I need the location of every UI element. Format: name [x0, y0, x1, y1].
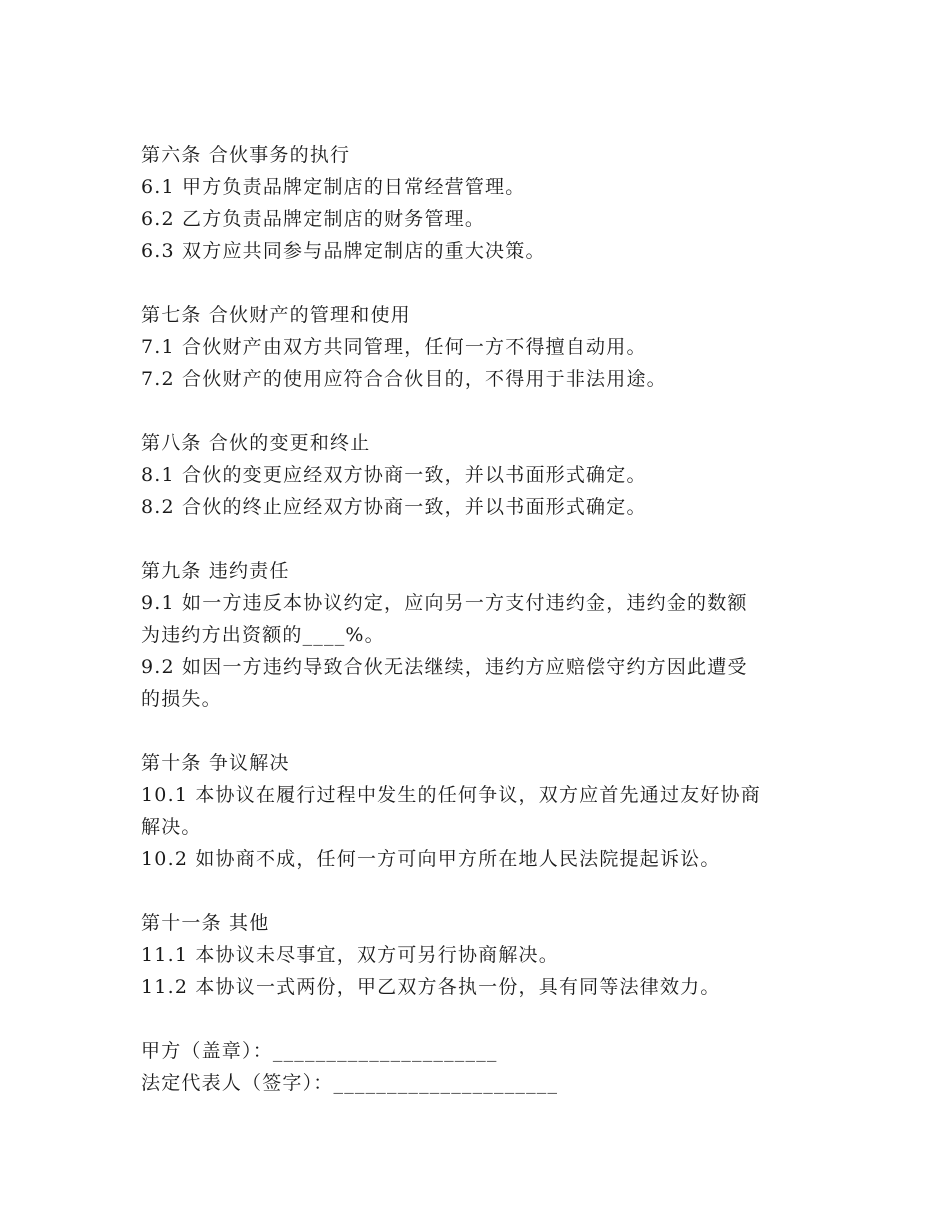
- clause-line: 解决。: [141, 816, 202, 838]
- clause-line: 7.1 合伙财产由双方共同管理，任何一方不得擅自动用。: [141, 336, 647, 358]
- clause-line: 6.1 甲方负责品牌定制店的日常经营管理。: [141, 176, 526, 198]
- legal-representative-signature-line: 法定代表人（签字）：_____________________: [141, 1072, 559, 1094]
- signature-block: [141, 1035, 821, 1099]
- clause-line: 8.1 合伙的变更应经双方协商一致，并以书面形式确定。: [141, 464, 647, 486]
- article-heading: 第九条 违约责任: [141, 560, 290, 582]
- clause-line: 6.2 乙方负责品牌定制店的财务管理。: [141, 208, 486, 230]
- clause-line: 11.1 本协议未尽事宜，双方可另行协商解决。: [141, 944, 559, 966]
- clause-line: 10.1 本协议在履行过程中发生的任何争议，双方应首先通过友好协商: [141, 784, 761, 806]
- article-8: [141, 427, 821, 523]
- clause-line: 6.3 双方应共同参与品牌定制店的重大决策。: [141, 240, 546, 262]
- clause-line: 8.2 合伙的终止应经双方协商一致，并以书面形式确定。: [141, 496, 647, 518]
- article-7: [141, 299, 821, 395]
- clause-line: 9.2 如因一方违约导致合伙无法继续，违约方应赔偿守约方因此遭受: [141, 656, 748, 678]
- article-10: [141, 747, 821, 875]
- clause-line: 11.2 本协议一式两份，甲乙双方各执一份，具有同等法律效力。: [141, 976, 721, 998]
- article-heading: 第八条 合伙的变更和终止: [141, 432, 371, 454]
- clause-line: 9.1 如一方违反本协议约定，应向另一方支付违约金，违约金的数额: [141, 592, 748, 614]
- clause-line: 7.2 合伙财产的使用应符合合伙目的，不得用于非法用途。: [141, 368, 667, 390]
- clause-line: 为违约方出资额的____%。: [141, 624, 385, 646]
- article-heading: 第七条 合伙财产的管理和使用: [141, 304, 411, 326]
- document-page: [141, 139, 821, 1099]
- article-heading: 第十条 争议解决: [141, 752, 290, 774]
- clause-line: 的损失。: [141, 688, 222, 710]
- article-6: [141, 139, 821, 267]
- party-a-seal-line: 甲方（盖章）：_____________________: [141, 1040, 498, 1062]
- article-heading: 第十一条 其他: [141, 912, 270, 934]
- article-heading: 第六条 合伙事务的执行: [141, 144, 351, 166]
- article-11: [141, 907, 821, 1003]
- article-9: [141, 555, 821, 715]
- clause-line: 10.2 如协商不成，任何一方可向甲方所在地人民法院提起诉讼。: [141, 848, 721, 870]
